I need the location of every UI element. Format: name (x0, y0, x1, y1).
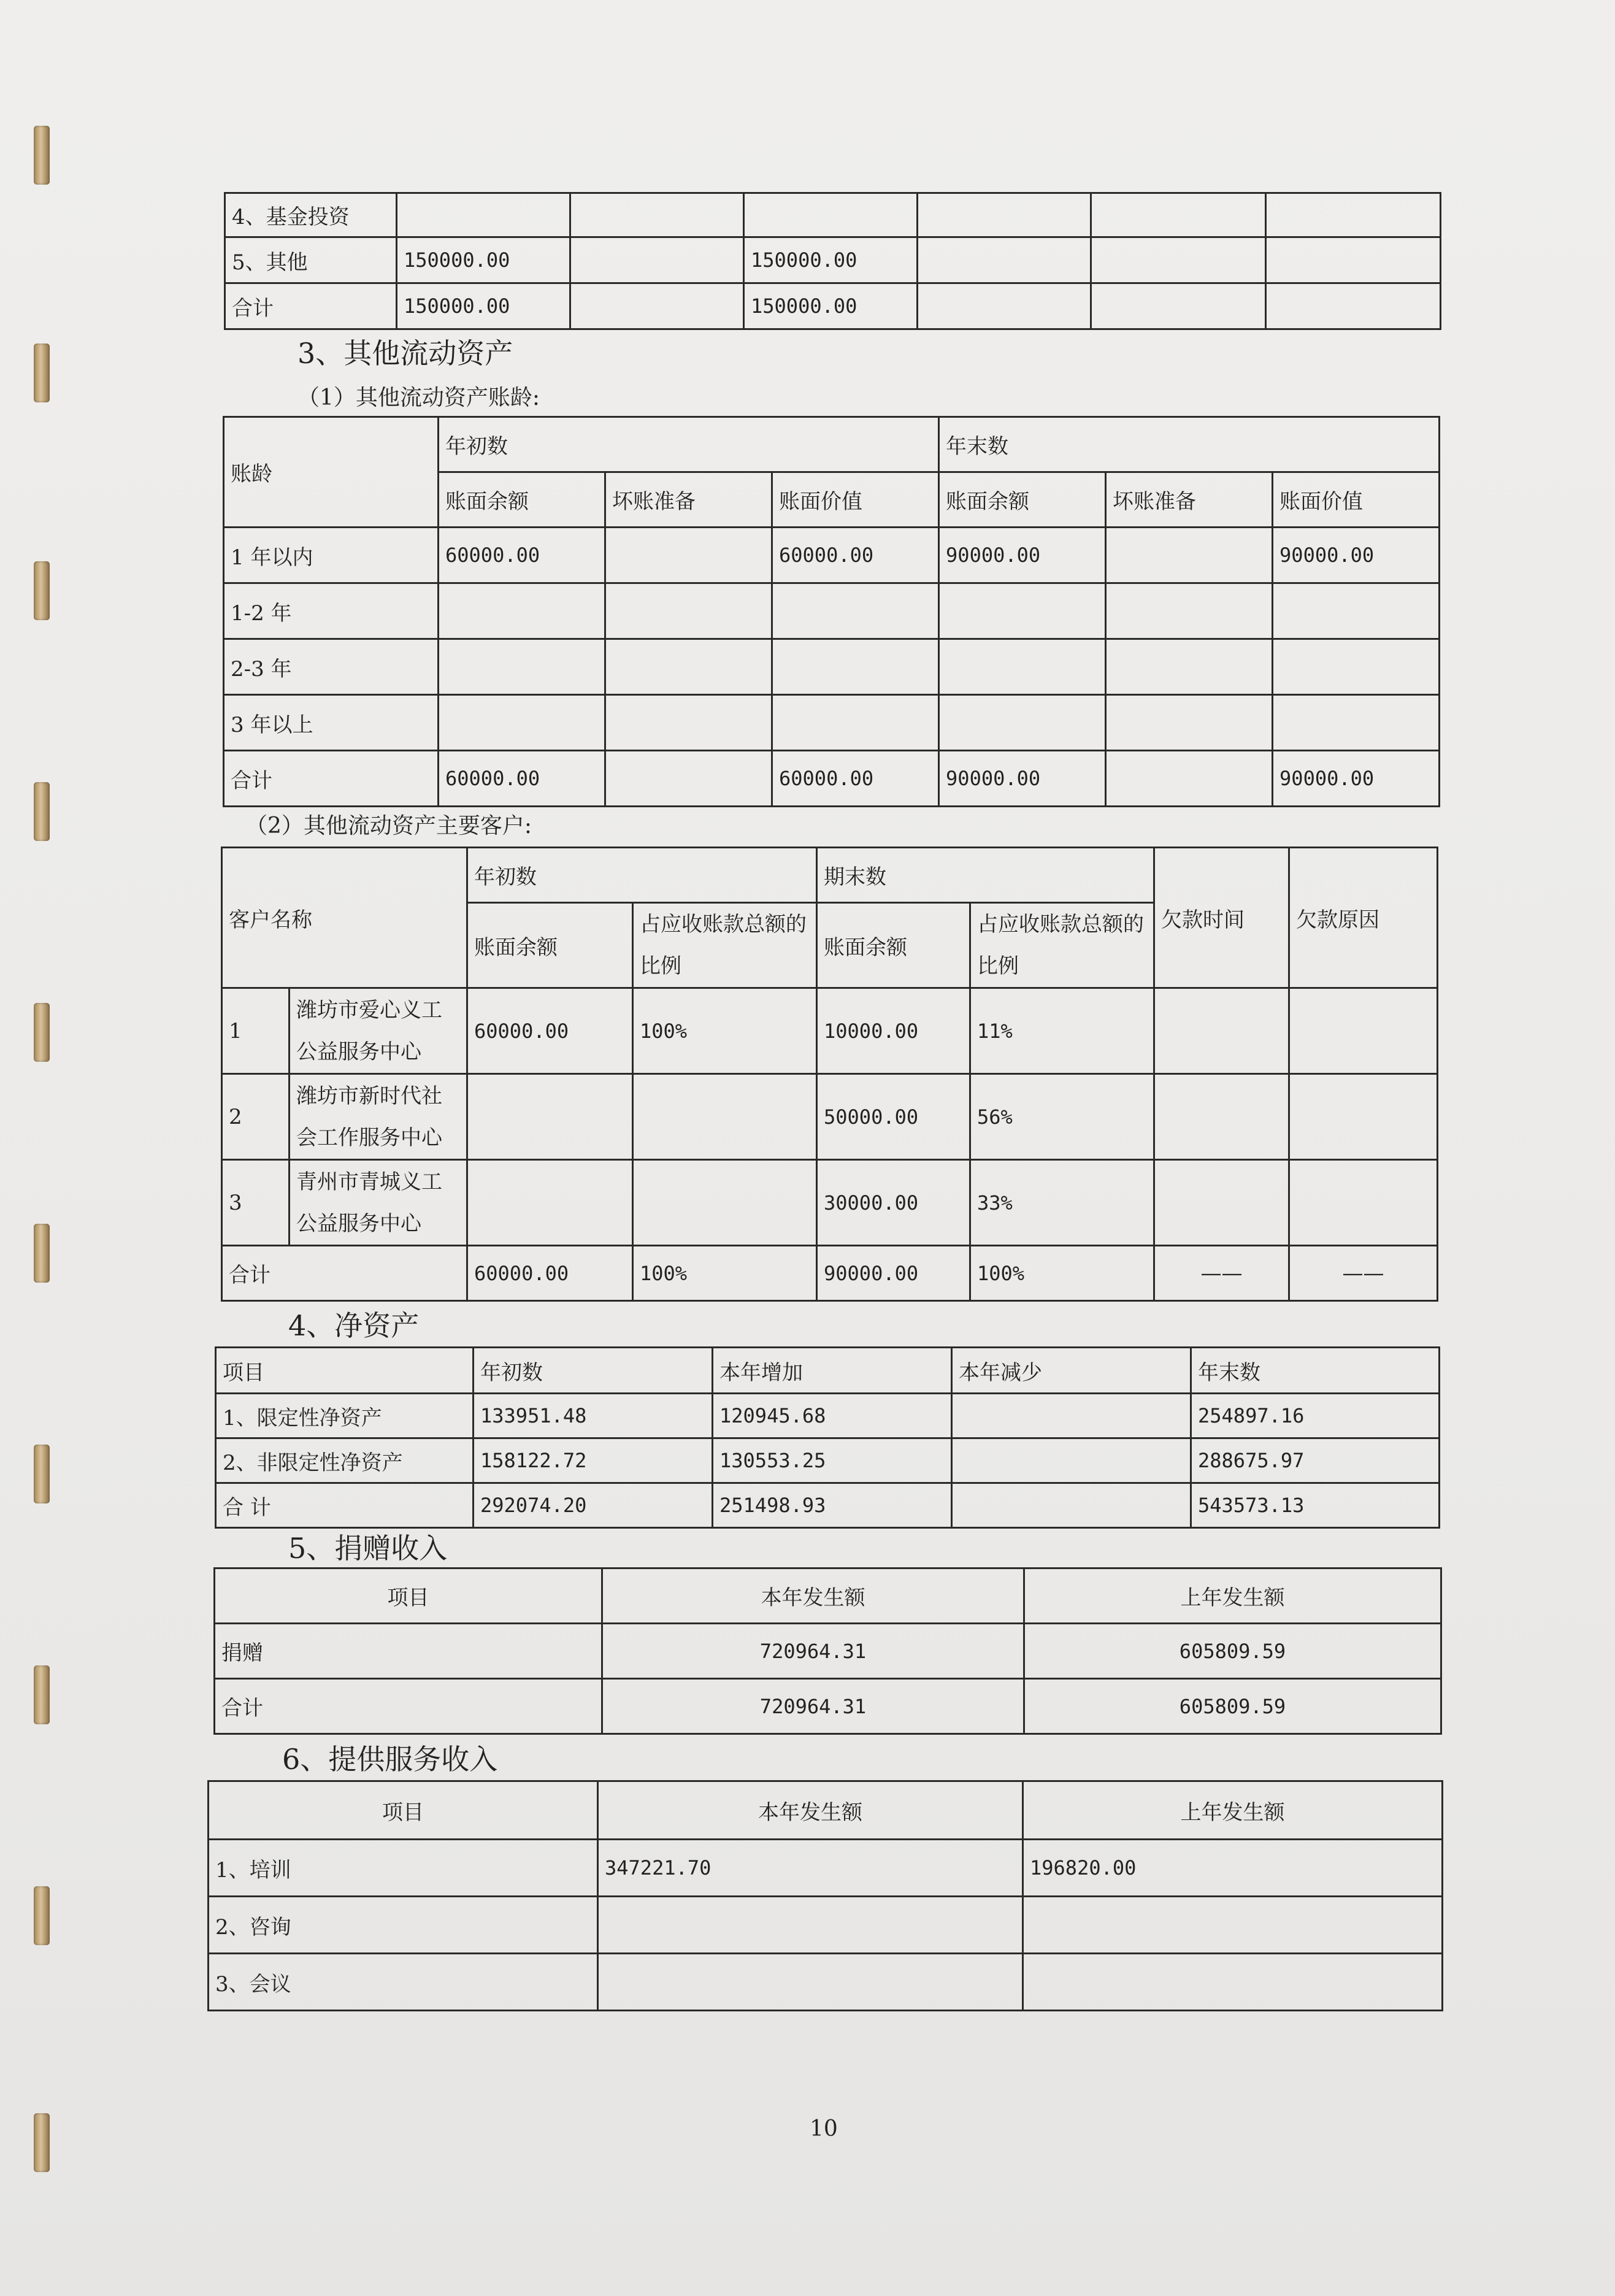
row-label: 1、培训 (209, 1840, 598, 1897)
cell: 30000.00 (817, 1160, 970, 1246)
column-header: 本年减少 (952, 1348, 1191, 1394)
cell: 33% (970, 1160, 1154, 1246)
section-heading: 5、捐赠收入 (288, 1532, 448, 1565)
cell (1289, 988, 1438, 1074)
cell: 100% (633, 1246, 817, 1301)
column-header: 占应收账款总额的比例 (633, 903, 817, 988)
group-header-end: 期末数 (817, 848, 1154, 903)
binding-hole (34, 344, 50, 402)
column-header: 本年增加 (713, 1348, 952, 1394)
cell: 60000.00 (772, 751, 939, 807)
cell: 292074.20 (474, 1483, 713, 1528)
cell (605, 583, 772, 639)
binding-hole (34, 1665, 50, 1724)
section-heading: 4、净资产 (288, 1309, 420, 1342)
cell: 133951.48 (474, 1394, 713, 1438)
cell (772, 583, 939, 639)
cell: 130553.25 (713, 1438, 952, 1483)
cell: 158122.72 (474, 1438, 713, 1483)
column-header: 上年发生额 (1024, 1568, 1441, 1624)
table-row (216, 1394, 1440, 1438)
cell (1091, 237, 1266, 283)
row-label: 3 年以上 (224, 695, 439, 751)
cell (467, 1160, 633, 1246)
group-header-end: 年末数 (939, 417, 1440, 472)
table-row (216, 1483, 1440, 1528)
cell (633, 1074, 817, 1160)
column-header: 年末数 (1191, 1348, 1440, 1394)
row-label: 2、咨询 (209, 1897, 598, 1954)
column-header: 账面余额 (939, 472, 1106, 528)
cell: 11% (970, 988, 1154, 1074)
binding-hole (34, 1445, 50, 1503)
cell (1266, 193, 1441, 237)
cell (467, 1074, 633, 1160)
table-row (215, 1624, 1441, 1679)
table-row (209, 1840, 1443, 1897)
cell (439, 695, 605, 751)
cell: 150000.00 (744, 283, 918, 329)
cell (1023, 1897, 1443, 1954)
table-total-row (222, 1246, 1438, 1301)
cell (439, 639, 605, 695)
section-heading: 6、提供服务收入 (282, 1743, 498, 1776)
column-header: 本年发生额 (598, 1781, 1023, 1840)
cell (1154, 1160, 1289, 1246)
cell (952, 1483, 1191, 1528)
customer-name: 青州市青城义工公益服务中心 (290, 1160, 467, 1246)
cell (1273, 583, 1440, 639)
row-number: 2 (222, 1074, 290, 1160)
row-label: 合计 (222, 1246, 467, 1301)
service-income-table (207, 1780, 1443, 2011)
binding-hole (34, 782, 50, 841)
cell (772, 639, 939, 695)
table-row (209, 1897, 1443, 1954)
cell: 150000.00 (744, 237, 918, 283)
cell: 90000.00 (1273, 528, 1440, 583)
cell (1106, 751, 1273, 807)
cell (918, 237, 1091, 283)
cell: 251498.93 (713, 1483, 952, 1528)
cell (939, 639, 1106, 695)
subsection-heading: （1）其他流动资产账龄: (297, 385, 540, 410)
cell (1154, 1074, 1289, 1160)
cell (397, 193, 570, 237)
cell: 120945.68 (713, 1394, 952, 1438)
page-number: 10 (810, 2116, 838, 2141)
customer-name: 潍坊市新时代社会工作服务中心 (290, 1074, 467, 1160)
binding-hole (34, 1003, 50, 1062)
cell (570, 193, 744, 237)
column-header: 上年发生额 (1023, 1781, 1443, 1840)
table-row (224, 528, 1440, 583)
column-header: 账面价值 (772, 472, 939, 528)
cell (598, 1954, 1023, 2011)
cell (633, 1160, 817, 1246)
section-heading: 3、其他流动资产 (297, 337, 513, 370)
row-label: 1 年以内 (224, 528, 439, 583)
group-header-begin: 年初数 (467, 848, 817, 903)
table-row (216, 1438, 1440, 1483)
cell: 90000.00 (1273, 751, 1440, 807)
cell (570, 283, 744, 329)
cell (1289, 1160, 1438, 1246)
table-row (222, 1074, 1438, 1160)
cell: 50000.00 (817, 1074, 970, 1160)
cell (918, 193, 1091, 237)
column-header: 账面余额 (467, 903, 633, 988)
customer-name: 潍坊市爱心义工公益服务中心 (290, 988, 467, 1074)
column-header: 坏账准备 (1106, 472, 1273, 528)
cell: 720964.31 (602, 1679, 1024, 1734)
column-header: 项目 (216, 1348, 474, 1394)
binding-hole (34, 561, 50, 620)
binding-hole (34, 1224, 50, 1283)
cell (1154, 988, 1289, 1074)
cell: 254897.16 (1191, 1394, 1440, 1438)
subsection-heading: （2）其他流动资产主要客户: (245, 813, 532, 839)
row-number: 3 (222, 1160, 290, 1246)
net-assets-table (215, 1346, 1440, 1529)
column-header: 占应收账款总额的比例 (970, 903, 1154, 988)
cell (918, 283, 1091, 329)
column-header-debt-time: 欠款时间 (1154, 848, 1289, 988)
cell (1289, 1074, 1438, 1160)
table-row (225, 237, 1441, 283)
cell (570, 237, 744, 283)
row-label: 4、基金投资 (225, 193, 397, 237)
row-label: 合计 (215, 1679, 602, 1734)
cell (1106, 639, 1273, 695)
cell: 150000.00 (397, 237, 570, 283)
cell (605, 695, 772, 751)
column-header: 项目 (209, 1781, 598, 1840)
cell (605, 751, 772, 807)
cell (1273, 695, 1440, 751)
cell (1273, 639, 1440, 695)
cell: 196820.00 (1023, 1840, 1443, 1897)
cell: 60000.00 (467, 1246, 633, 1301)
column-header: 账面余额 (817, 903, 970, 988)
row-label: 捐赠 (215, 1624, 602, 1679)
cell (939, 695, 1106, 751)
cell: 10000.00 (817, 988, 970, 1074)
column-header: 项目 (215, 1568, 602, 1624)
cell (1106, 528, 1273, 583)
column-header: 账面余额 (439, 472, 605, 528)
binding-hole (34, 1886, 50, 1945)
cell: 60000.00 (772, 528, 939, 583)
aging-table (223, 416, 1440, 807)
cell: 605809.59 (1024, 1679, 1441, 1734)
cell: 347221.70 (598, 1840, 1023, 1897)
binding-hole (34, 126, 50, 185)
cell: 605809.59 (1024, 1624, 1441, 1679)
cell: —— (1289, 1246, 1438, 1301)
cell (1091, 193, 1266, 237)
cell (439, 583, 605, 639)
cell: 90000.00 (939, 751, 1106, 807)
cell: 60000.00 (439, 751, 605, 807)
table-row (224, 695, 1440, 751)
fund-investment-table (224, 192, 1441, 330)
table-row (222, 1160, 1438, 1246)
table-row (224, 583, 1440, 639)
donation-income-table (213, 1567, 1442, 1735)
cell (744, 193, 918, 237)
column-header-debt-reason: 欠款原因 (1289, 848, 1438, 988)
cell (605, 639, 772, 695)
cell (598, 1897, 1023, 1954)
cell: 288675.97 (1191, 1438, 1440, 1483)
table-row (209, 1954, 1443, 2011)
cell: 543573.13 (1191, 1483, 1440, 1528)
binding-hole (34, 2113, 50, 2172)
column-header: 账面价值 (1273, 472, 1440, 528)
cell (605, 528, 772, 583)
cell (1106, 583, 1273, 639)
cell: 60000.00 (467, 988, 633, 1074)
corner-header: 客户名称 (222, 848, 467, 988)
table-row (215, 1679, 1441, 1734)
cell (952, 1394, 1191, 1438)
row-label: 2、非限定性净资产 (216, 1438, 474, 1483)
cell (1023, 1954, 1443, 2011)
cell (1266, 283, 1441, 329)
customer-table (221, 847, 1438, 1302)
row-label: 1-2 年 (224, 583, 439, 639)
row-label: 合 计 (216, 1483, 474, 1528)
row-label: 合计 (225, 283, 397, 329)
cell (952, 1438, 1191, 1483)
table-row (224, 639, 1440, 695)
cell (1266, 237, 1441, 283)
cell: —— (1154, 1246, 1289, 1301)
cell: 60000.00 (439, 528, 605, 583)
table-row (225, 193, 1441, 237)
cell (772, 695, 939, 751)
corner-header: 账龄 (224, 417, 439, 528)
cell: 720964.31 (602, 1624, 1024, 1679)
cell: 100% (633, 988, 817, 1074)
group-header-begin: 年初数 (439, 417, 939, 472)
cell: 90000.00 (939, 528, 1106, 583)
cell: 56% (970, 1074, 1154, 1160)
cell (1106, 695, 1273, 751)
cell: 100% (970, 1246, 1154, 1301)
row-label: 1、限定性净资产 (216, 1394, 474, 1438)
row-label: 2-3 年 (224, 639, 439, 695)
cell: 150000.00 (397, 283, 570, 329)
cell (939, 583, 1106, 639)
cell: 90000.00 (817, 1246, 970, 1301)
table-row (224, 751, 1440, 807)
column-header: 坏账准备 (605, 472, 772, 528)
row-label: 合计 (224, 751, 439, 807)
column-header: 本年发生额 (602, 1568, 1024, 1624)
row-label: 3、会议 (209, 1954, 598, 2011)
table-row (225, 283, 1441, 329)
row-number: 1 (222, 988, 290, 1074)
column-header: 年初数 (474, 1348, 713, 1394)
table-row (222, 988, 1438, 1074)
cell (1091, 283, 1266, 329)
row-label: 5、其他 (225, 237, 397, 283)
